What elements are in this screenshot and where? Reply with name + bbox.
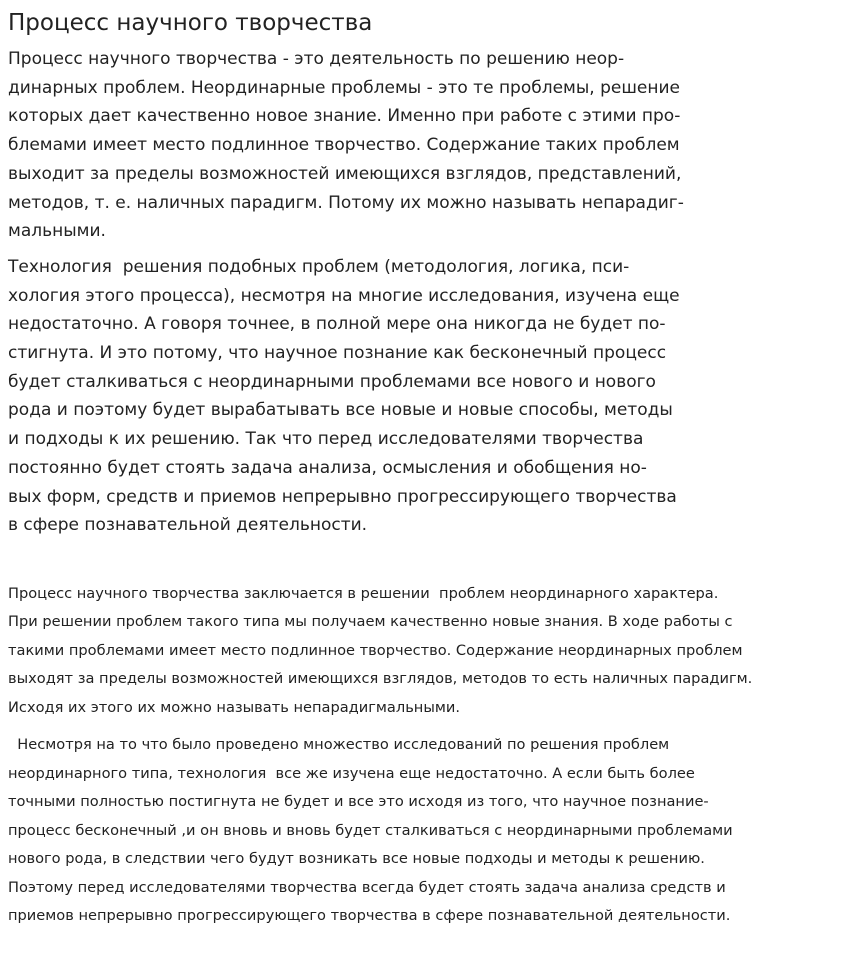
text-line: Технология решения подобных проблем (методология, логика, пси-: [8, 256, 630, 277]
text-line: постоянно будет стоять задача анализа, осмысления и обобщения но-: [8, 457, 647, 478]
text-line: Несмотря на то что было проведено множество исследований по решения проблем: [8, 736, 670, 754]
text-line: выходит за пределы возможностей имеющихся взглядов, представлений,: [8, 163, 682, 184]
text-line: методов, т. е. наличных парадигм. Потому их можно называть непарадиг-: [8, 192, 684, 213]
text-line: Исходя их этого их можно называть непарадигмальными.: [8, 698, 460, 716]
text-line: вых форм, средств и приемов непрерывно прогрессирующего творчества: [8, 486, 677, 507]
text-line: динарных проблем. Неординарные проблемы - это те проблемы, решение: [8, 77, 680, 98]
text-line: стигнута. И это потому, что научное познание как бесконечный процесс: [8, 343, 667, 364]
text-line: и подходы к их решению. Так что перед исследователями творчества: [8, 429, 644, 450]
paragraph-original-1: [8, 45, 728, 246]
text-line: При решении проблем такого типа мы получаем качественно новые знания. В ходе работы с: [8, 613, 733, 631]
text-line: такими проблемами имеет место подлинное творчество. Содержание неординарных проблем: [8, 641, 743, 659]
text-line: будет сталкиваться с неординарными проблемами все нового и нового: [8, 371, 656, 392]
text-line: Процесс научного творчества заключается в решении проблем неординарного характера.: [8, 584, 719, 602]
text-line: точными полностью постигнута не будет и все это исходя из того, что научное познание-: [8, 793, 709, 811]
text-line: которых дает качественно новое знание. Именно при работе с этими про-: [8, 106, 681, 127]
text-line: блемами имеет место подлинное творчество. Содержание таких проблем: [8, 135, 680, 156]
text-line: в сфере познавательной деятельности.: [8, 515, 368, 536]
text-line: приемов непрерывно прогрессирующего творчества в сфере познавательной деятельности.: [8, 907, 731, 925]
page-title: Процесс научного творчества: [8, 10, 373, 36]
document-page: [0, 7, 847, 931]
text-line: рода и поэтому будет вырабатывать все новые и новые способы, методы: [8, 400, 673, 421]
paragraph-rewrite-1: [8, 580, 839, 723]
text-line: Поэтому перед исследователями творчества всегда будет стоять задача анализа средств и: [8, 878, 726, 896]
text-line: неординарного типа, технология все же изучена еще недостаточно. А если быть более: [8, 764, 695, 782]
text-line: выходят за пределы возможностей имеющихся взглядов, методов то есть наличных парадигм.: [8, 670, 753, 688]
rewritten-text-section: [8, 580, 839, 931]
original-text-section: [8, 45, 839, 540]
text-line: нового рода, в следствии чего будут возникать все новые подходы и методы к решению.: [8, 850, 705, 868]
text-line: Процесс научного творчества - это деятельность по решению неор-: [8, 49, 625, 69]
text-line: недостаточно. А говоря точнее, в полной мере она никогда не будет по-: [8, 314, 666, 335]
paragraph-original-2: [8, 253, 728, 540]
paragraph-rewrite-2: [8, 731, 839, 931]
text-line: мальными.: [8, 221, 106, 242]
section-spacer: [8, 540, 839, 580]
text-line: хология этого процесса), несмотря на многие исследования, изучена еще: [8, 285, 680, 306]
text-line: процесс бесконечный ,и он вновь и вновь будет сталкиваться с неординарными проблемами: [8, 821, 733, 839]
